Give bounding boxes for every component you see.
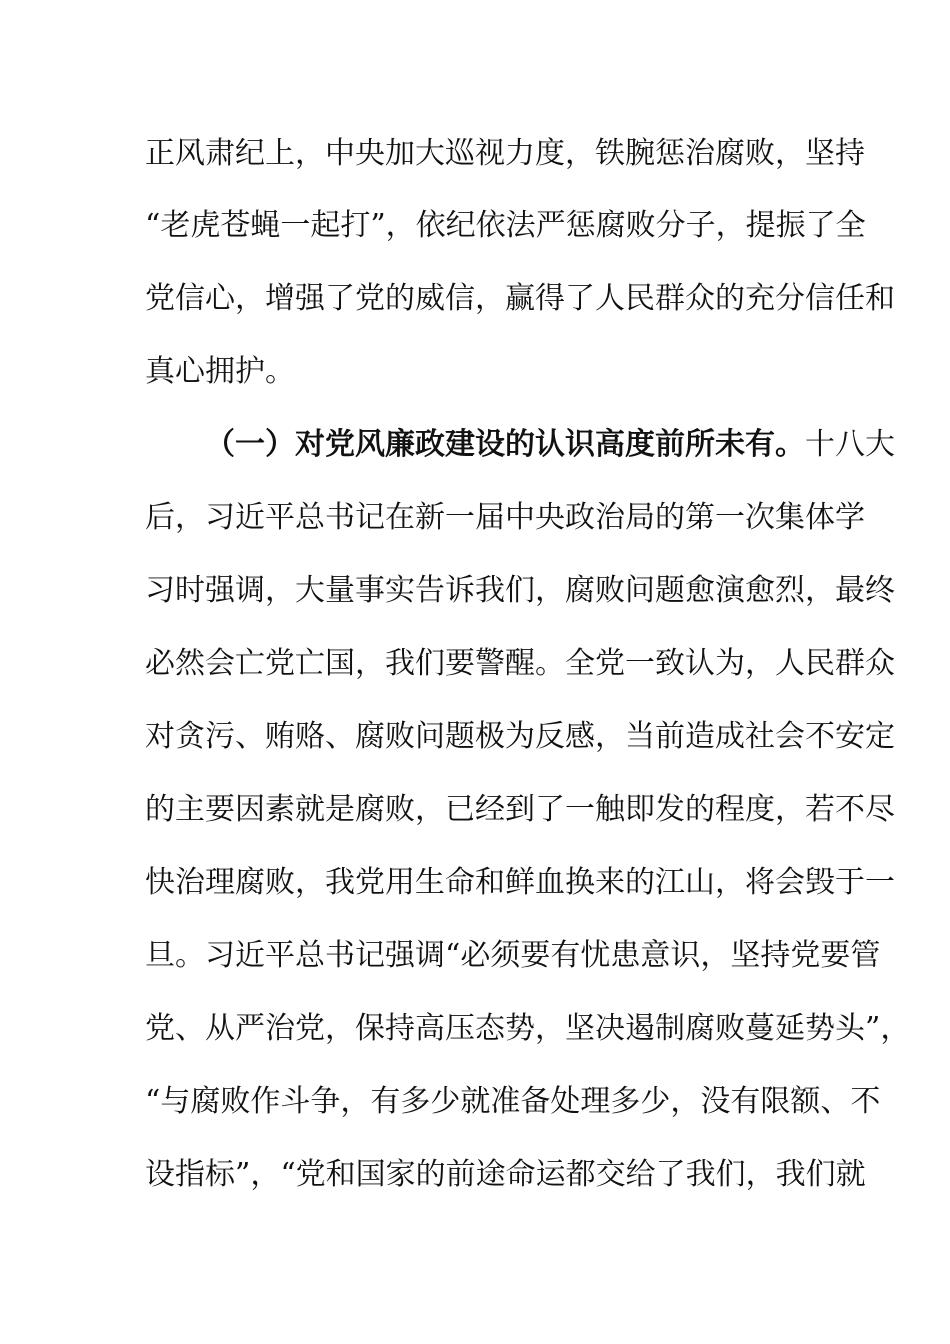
paragraph-line-13: 党、从严治党，保持高压态势，坚决遏制腐败蔓延势头”， xyxy=(145,1011,911,1046)
section-heading-tail: 十八大 xyxy=(805,427,895,462)
paragraph-line-12: 旦。习近平总书记强调“必须要有忧患意识，坚持党要管 xyxy=(145,938,881,973)
section-heading-line xyxy=(205,421,895,469)
paragraph-line-15: 设指标”，“党和国家的前途命运都交给了我们，我们就 xyxy=(145,1157,866,1192)
paragraph-line-9: 对贪污、贿赂、腐败问题极为反感，当前造成社会不安定 xyxy=(145,719,895,754)
paragraph-line-3: 党信心，增强了党的威信，赢得了人民群众的充分信任和 xyxy=(145,281,895,316)
paragraph-line-10: 的主要因素就是腐败，已经到了一触即发的程度，若不尽 xyxy=(145,792,895,827)
paragraph-line-6: 后，习近平总书记在新一届中央政治局的第一次集体学 xyxy=(145,500,865,535)
paragraph-line-4: 真心拥护。 xyxy=(145,354,295,389)
section-heading: （一）对党风廉政建设的认识高度前所未有。 xyxy=(205,427,805,462)
paragraph-line-8: 必然会亡党亡国，我们要警醒。全党一致认为，人民群众 xyxy=(145,646,895,681)
paragraph-line-7: 习时强调，大量事实告诉我们，腐败问题愈演愈烈，最终 xyxy=(145,573,895,608)
paragraph-line-11: 快治理腐败，我党用生命和鲜血换来的江山，将会毁于一 xyxy=(145,865,895,900)
paragraph-line-2: “老虎苍蝇一起打”，依纪依法严惩腐败分子，提振了全 xyxy=(145,208,866,243)
paragraph-line-1: 正风肃纪上，中央加大巡视力度，铁腕惩治腐败，坚持 xyxy=(145,136,865,171)
paragraph-line-14: “与腐败作斗争，有多少就准备处理多少，没有限额、不 xyxy=(145,1084,881,1119)
